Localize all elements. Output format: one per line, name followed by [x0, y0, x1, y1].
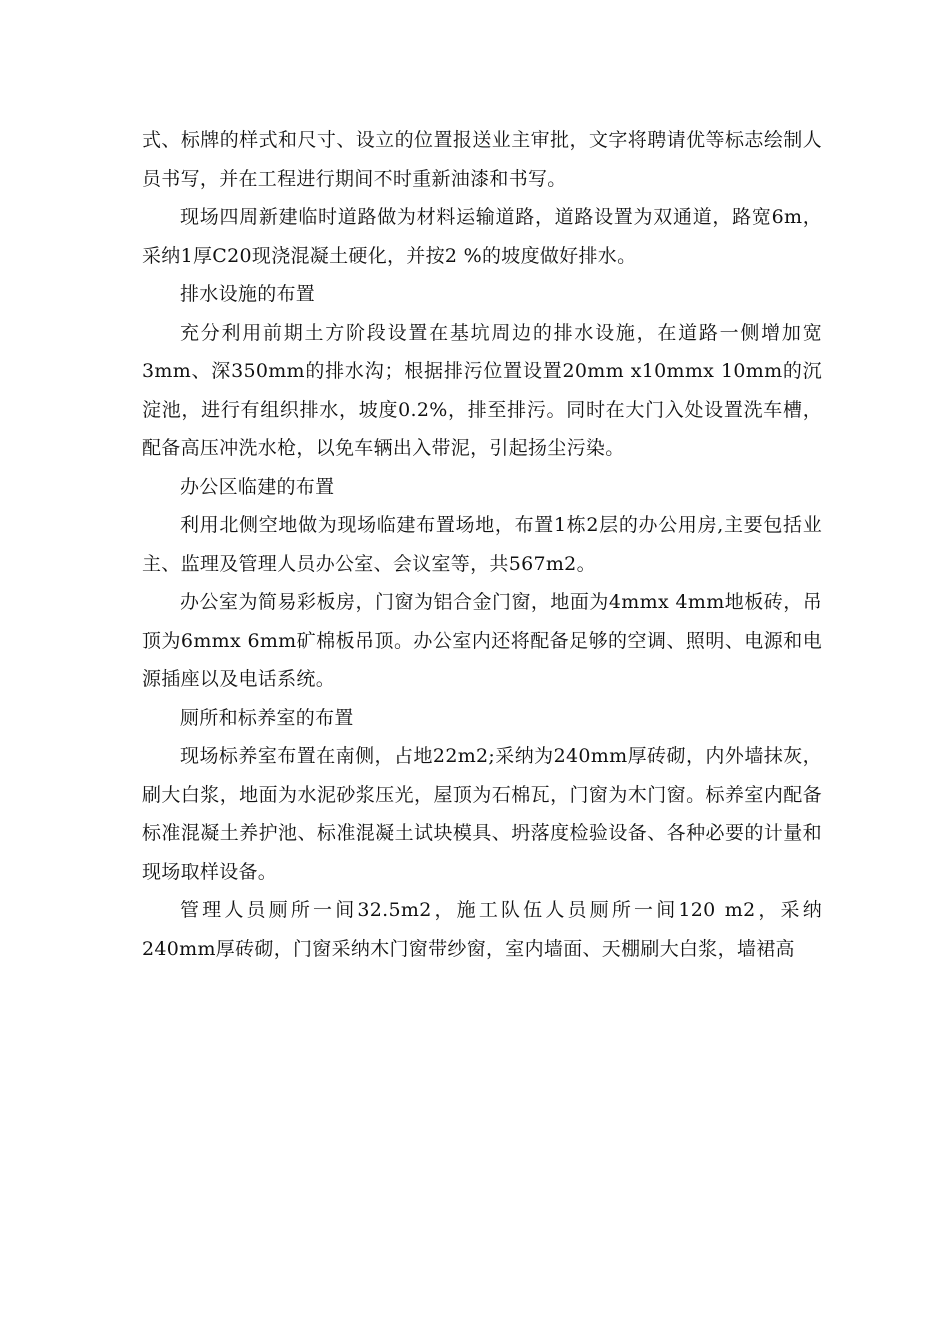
paragraph-temporary-road: 现场四周新建临时道路做为材料运输道路，道路设置为双通道，路宽6m，采纳1厚C20现浇混凝土硬化，并按2 %的坡度做好排水。: [142, 206, 822, 267]
paragraph-office-build: 办公室为简易彩板房，门窗为铝合金门窗，地面为4mmx 4mm地板砖，吊顶为6mmx 6mm矿棉板吊顶。办公室内还将配备足够的空调、照明、电源和电源插座以及电话系统。: [142, 591, 822, 690]
paragraph-curing-room: 现场标养室布置在南侧，占地22m2;采纳为240mm厚砖砌，内外墙抹灰，刷大白浆，地面为水泥砂浆压光，屋顶为石棉瓦，门窗为木门窗。标养室内配备标准混凝土养护池、标准混凝土试块模具、坍落度检验设备、各种必要的计量和现场取样设备。: [142, 745, 822, 883]
heading-toilet-curing-room: 厕所和标养室的布置: [180, 706, 354, 729]
paragraph-office-site: 利用北侧空地做为现场临建布置场地，布置1栋2层的办公用房,主要包括业主、监理及管理人员办公室、会议室等，共567m2。: [142, 514, 822, 575]
heading-drainage: 排水设施的布置: [180, 283, 316, 305]
paragraph-drainage: 充分利用前期土方阶段设置在基坑周边的排水设施，在道路一侧增加宽3mm、深350mm的排水沟；根据排污位置设置20mm x10mmx 10mm的沉淀池，进行有组织排水，坡度0.2%，排至排污。同时在大门入处设置洗车槽，配备高压冲洗水枪，以免车辆出入带泥，引起扬尘污染。: [142, 321, 822, 459]
paragraph-signage-continuation: 式、标牌的样式和尺寸、设立的位置报送业主审批，文字将聘请优等标志绘制人员书写，并在工程进行期间不时重新油漆和书写。: [142, 129, 822, 190]
document-body: [142, 121, 822, 968]
heading-office: 办公区临建的布置: [180, 475, 335, 498]
paragraph-toilets: 管理人员厕所一间32.5m2，施工队伍人员厕所一间120 m2，采纳240mm厚砖砌，门窗采纳木门窗带纱窗，室内墙面、天棚刷大白浆，墙裙高: [142, 899, 822, 960]
